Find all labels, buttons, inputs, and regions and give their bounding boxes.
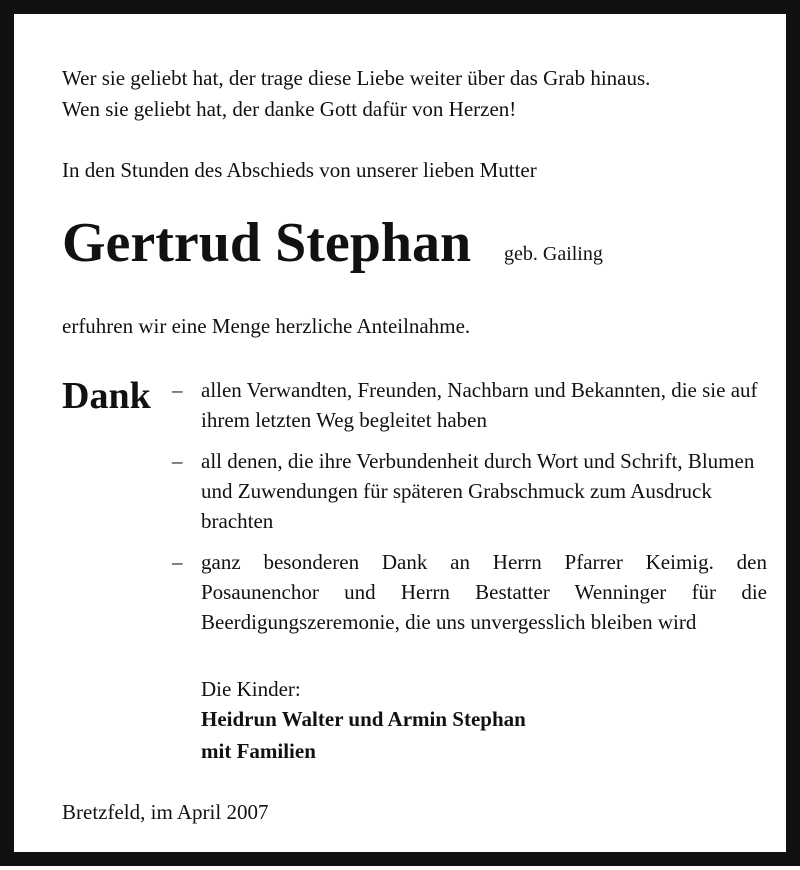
signature-families: mit Familien [201,739,316,763]
deceased-name: Gertrud Stephan [62,212,472,274]
signature-intro: Die Kinder: [201,677,301,701]
place-date: Bretzfeld, im April 2007 [62,800,269,824]
thanks-item-3: ganz besonderen Dank an Herrn Pfarrer Keimig. den Posaunenchor und Herrn Bestatter Wenninger für die Beerdigungszeremonie, die uns unvergesslich bleiben wird [201,550,767,634]
birth-name: geb. Gailing [504,243,603,265]
thanks-dash-2: – [172,449,183,473]
thanks-dash-3: – [172,550,183,574]
intro-text: In den Stunden des Abschieds von unserer lieben Mutter [62,158,537,182]
thanks-item-2: all denen, die ihre Verbundenheit durch Wort und Schrift, Blumen und Zuwendungen für späteren Grabschmuck zum Ausdruck brachten [201,449,755,533]
thanks-item-1: allen Verwandten, Freunden, Nachbarn und Bekannten, die sie auf ihrem letzten Weg begleitet haben [201,378,758,432]
verse-line-1: Wer sie geliebt hat, der trage diese Liebe weiter über das Grab hinaus. [62,66,651,90]
verse-line-2: Wen sie geliebt hat, der danke Gott dafür von Herzen! [62,97,517,121]
thanks-heading: Dank [62,375,151,417]
signature-names: Heidrun Walter und Armin Stephan [201,707,526,731]
sympathy-text: erfuhren wir eine Menge herzliche Anteilnahme. [62,314,471,338]
thanks-dash-1: – [172,378,183,402]
